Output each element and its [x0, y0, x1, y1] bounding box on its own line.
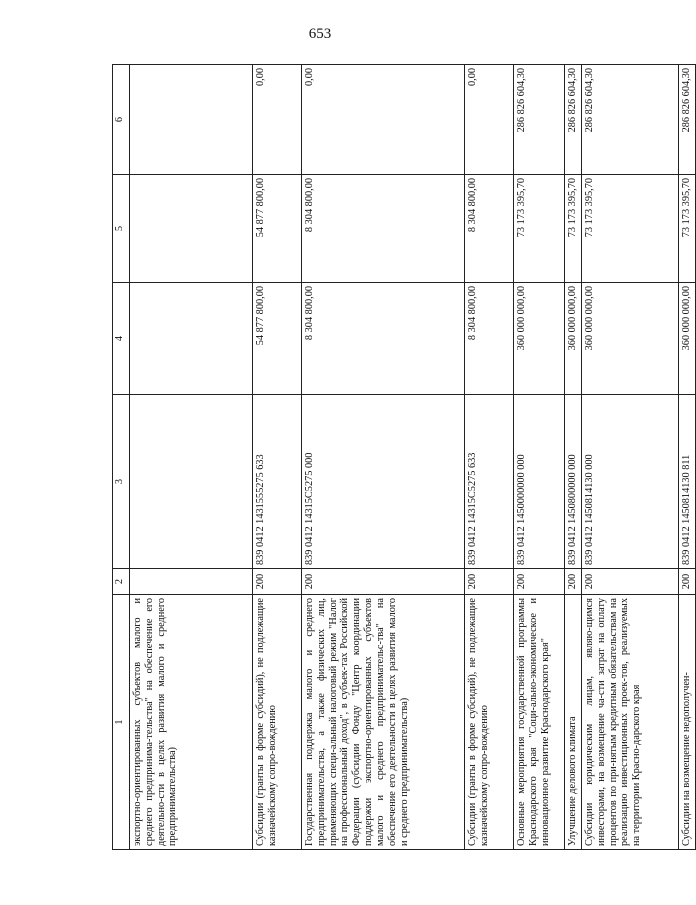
row-classification: 839 0412 1450800000 000 — [565, 395, 582, 569]
row-code: 200 — [679, 569, 696, 595]
table-row — [253, 65, 302, 850]
row-approved: 8 304 800,00 — [302, 283, 465, 395]
row-code: 200 — [302, 569, 465, 595]
row-executed: 8 304 800,00 — [302, 175, 465, 283]
row-remaining: 286 826 604,30 — [514, 65, 565, 175]
row-classification: 839 0412 14315С5275 000 — [302, 395, 465, 569]
row-remaining — [130, 65, 253, 175]
row-description: Субсидии юридическим лицам, являю-щимся инвесторами, на возмещение ча-сти затрат на оплату процентов по при-нятым кредитным обязательствам на реализацию инвестиционных проек-тов, реализуемых на территории Красно-дарского края — [582, 595, 679, 850]
row-remaining: 0,00 — [253, 65, 302, 175]
table-row — [679, 65, 696, 850]
row-description: Государственная поддержка малого и среднего предпринимательства, а также физических лиц, применяющих специ-альный налоговый режим "Налог на профессиональный доход", в субъек-тах Российской Федерации (субсидии Фонду "Центр координации поддержки экспортно-ориентированных субъектов малого и среднего предпринимательс-тва" на обеспечение его деятельности в целях развития малого и среднего предпринимательства) — [302, 595, 465, 850]
row-code: 200 — [465, 569, 514, 595]
row-approved: 54 877 800,00 — [253, 283, 302, 395]
header-col-6: 6 — [113, 65, 130, 175]
row-executed: 73 173 395,70 — [514, 175, 565, 283]
header-col-2: 2 — [113, 569, 130, 595]
row-description: Основные мероприятия государственной программы Краснодарского края "Соци-ально-экономическое и инновационное развитие Краснодарского края" — [514, 595, 565, 850]
row-remaining: 286 826 604,30 — [582, 65, 679, 175]
row-executed — [130, 175, 253, 283]
table-row — [302, 65, 465, 850]
row-approved: 360 000 000,00 — [679, 283, 696, 395]
row-executed: 8 304 800,00 — [465, 175, 514, 283]
row-remaining: 286 826 604,30 — [679, 65, 696, 175]
row-description: экспортно-ориентированных субъектов малого и среднего предпринима-тельства" на обеспечение его деятельно-сти в целях развития малого и среднего предпринимательства) — [130, 595, 253, 850]
row-code — [130, 569, 253, 595]
row-classification: 839 0412 1450814130 811 — [679, 395, 696, 569]
header-col-4: 4 — [113, 283, 130, 395]
row-classification — [130, 395, 253, 569]
row-classification: 839 0412 1450000000 000 — [514, 395, 565, 569]
row-remaining: 286 826 604,30 — [565, 65, 582, 175]
row-code: 200 — [565, 569, 582, 595]
budget-table — [112, 64, 696, 850]
header-row — [113, 65, 130, 850]
row-approved: 360 000 000,00 — [582, 283, 679, 395]
row-executed: 73 173 395,70 — [679, 175, 696, 283]
row-remaining: 0,00 — [465, 65, 514, 175]
row-approved: 360 000 000,00 — [514, 283, 565, 395]
row-executed: 73 173 395,70 — [582, 175, 679, 283]
row-description: Субсидии (гранты в форме субсидий), не подлежащие казначейскому сопро-вождению — [253, 595, 302, 850]
row-code: 200 — [514, 569, 565, 595]
row-description: Субсидии (гранты в форме субсидий), не подлежащие казначейскому сопро-вождению — [465, 595, 514, 850]
page-number: 653 — [308, 26, 332, 42]
header-col-3: 3 — [113, 395, 130, 569]
row-code: 200 — [582, 569, 679, 595]
table-row — [130, 65, 253, 850]
table-row — [582, 65, 679, 850]
header-col-5: 5 — [113, 175, 130, 283]
table-row — [565, 65, 582, 850]
table-row — [514, 65, 565, 850]
row-code: 200 — [253, 569, 302, 595]
header-col-1: 1 — [113, 595, 130, 850]
row-executed: 54 877 800,00 — [253, 175, 302, 283]
row-classification: 839 0412 1431555275 633 — [253, 395, 302, 569]
rotated-table-container — [112, 65, 692, 850]
row-approved: 360 000 000,00 — [565, 283, 582, 395]
table-row — [465, 65, 514, 850]
row-approved: 8 304 800,00 — [465, 283, 514, 395]
row-classification: 839 0412 14315С5275 633 — [465, 395, 514, 569]
row-approved — [130, 283, 253, 395]
row-classification: 839 0412 1450814130 000 — [582, 395, 679, 569]
row-executed: 73 173 395,70 — [565, 175, 582, 283]
row-description: Улучшение делового климата — [565, 595, 582, 850]
row-remaining: 0,00 — [302, 65, 465, 175]
row-description: Субсидии на возмещение недополучен- — [679, 595, 696, 850]
